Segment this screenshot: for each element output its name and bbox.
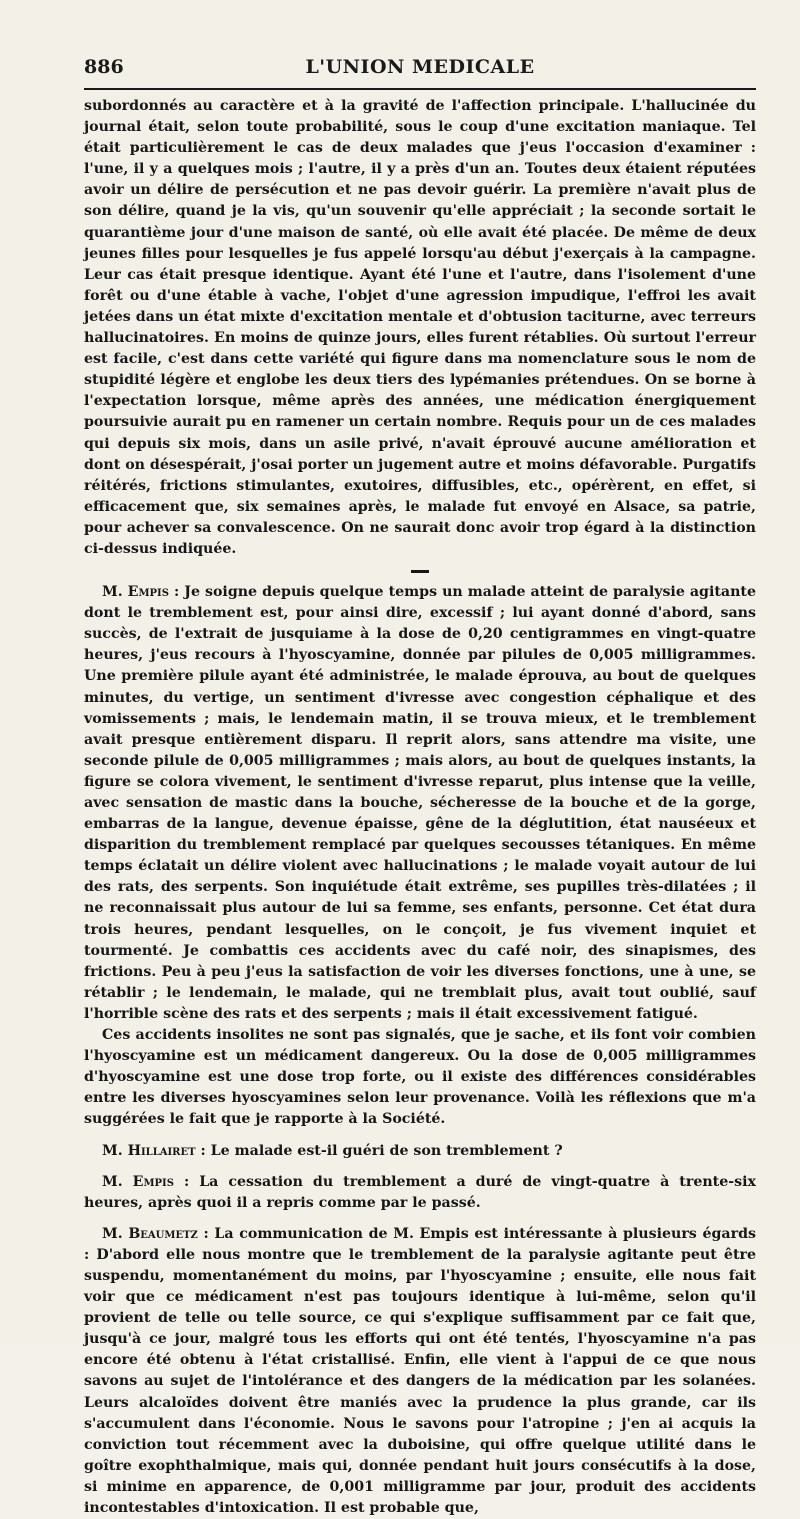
- section-separator: [84, 560, 756, 582]
- paragraph-text: Je soigne depuis quelque temps un malade atteint de paralysie agitante dont le tremblement est, pour ainsi dire, excessif ; lui ayant donné d'abord, sans succès, de l'extrait de jusquiame à la dose de 0,20 centigrammes en vingt-quatre heures, j'eus recours à l'hyoscyamine, donnée par pilules de 0,005 milligrammes. Une première pilule ayant été administrée, le malade éprouva, au bout de quelques minutes, du vertige, un sentiment d'ivresse avec congestion céphalique et des vomissements ; mais, le lendemain matin, il se trouva mieux, et le tremblement avait presque entièrement disparu. Il reprit alors, sans attendre ma visite, une seconde pilule de 0,005 milligrammes ; mais alors, au bout de quelques instants, la figure se colora vivement, le sentiment d'ivresse reparut, plus intense que la veille, avec sensation de mastic dans la bouche, sécheresse de la bouche et de la gorge, embarras de la langue, devenue épaisse, gêne de la déglutition, état nauséeux et disparition du tremblement remplacé par quelques secousses tétaniques. En même temps éclatait un délire violent avec hallucinations ; le malade voyait autour de lui des rats, des serpents. Son inquiétude était extrême, ses pupilles très-dilatées ; il ne reconnaissait plus autour de lui sa femme, ses enfants, personne. Cet état dura trois heures, pendant lesquelles, on le conçoit, je fus vivement inquiet et tourmenté. Je combattis ces accidents avec du café noir, des sinapismes, des frictions. Peu à peu j'eus la satisfaction de voir les diverses fonctions, une à une, se rétablir ; le lendemain, le malade, qui ne tremblait plus, avait tout oublié, sauf l'horrible scène des rats et des serpents ; mais il était excessivement fatigué.: [84, 584, 757, 1022]
- running-title: L'UNION MEDICALE: [305, 56, 535, 78]
- paragraph-text: subordonnés au caractère et à la gravité de l'affection principale. L'hallucinée du journal était, selon toute probabilité, sous le coup d'une excitation maniaque. Tel était particulièrement le cas de deux malades que j'eus l'occasion d'examiner : l'une, il y a quelques mois ; l'autre, il y a près d'un an. Toutes deux étaient réputées avoir un délire de persécution et ne pas devoir guérir. La première n'avait plus de son délire, quand je la vis, qu'un souvenir qu'elle appréciait ; la seconde sortait le quarantième jour d'une maison de santé, où elle avait été placée. De même de deux jeunes filles pour lesquelles je fus appelé lorsqu'au début j'exerçais à la campagne. Leur cas était presque identique. Ayant été l'une et l'autre, dans l'isolement d'une forêt ou d'une étable à vache, l'objet d'une agression impudique, l'effroi les avait jetées dans un état mixte d'excitation mentale et d'obtusion taciturne, avec terreurs hallucinatoires. En moins de quinze jours, elles furent rétablies. Où surtout l'erreur est facile, c'est dans cette variété qui figure dans ma nomenclature sous le nom de stupidité légère et englobe les deux tiers des lypémanies prétendues. On se borne à l'expectation lorsque, même après des années, une médication énergiquement poursuivie aurait pu en ramener un certain nombre. Requis pour un de ces malades qui depuis six mois, dans un asile privé, n'avait éprouvé aucune amélioration et dont on désespérait, j'osai porter un jugement autre et moins défavorable. Purgatifs réitérés, frictions stimulantes, exutoires, diffusibles, etc., opérèrent, en effet, si efficacement que, six semaines après, le malade fut envoyé en Alsace, sa patrie, pour achever sa convalescence. On ne saurait donc avoir trop égard à la distinction ci-dessus indiquée.: [84, 98, 756, 557]
- speaker-name: M. Empis :: [102, 1173, 190, 1190]
- page-number: 886: [84, 56, 124, 78]
- speaker-name: M. Beaumetz :: [102, 1225, 209, 1242]
- paragraph-continuation: [84, 96, 756, 560]
- paragraph-beaumetz-comment: [84, 1224, 756, 1519]
- paragraph-empis-report: [84, 582, 756, 1025]
- header-rule: [84, 88, 756, 90]
- paragraph-text: Ces accidents insolites ne sont pas signalés, que je sache, et ils font voir combien l'hyoscyamine est un médicament dangereux. Ou la dose de 0,005 milligrammes d'hyoscyamine est une dose trop forte, ou il existe des différences considérables entre les diverses hyoscyamines selon leur provenance. Voilà les réflexions que m'a suggérées le fait que je rapporte à la Société.: [84, 1027, 756, 1128]
- paragraph-empis-answer: [84, 1172, 756, 1214]
- paragraph-text: Le malade est-il guéri de son tremblement ?: [210, 1142, 563, 1159]
- speaker-name: M. Hillairet :: [102, 1142, 206, 1159]
- page-header: [84, 56, 756, 86]
- paragraph-text: La communication de M. Empis est intéressante à plusieurs égards : D'abord elle nous montre que le tremblement de la paralysie agitante peut être suspendu, momentanément du moins, par l'hyoscyamine ; ensuite, elle nous fait voir que ce médicament n'est pas toujours identique à lui-même, selon qu'il provient de telle ou telle source, ce qui s'explique suffisamment par ce fait que, jusqu'à ce jour, malgré tous les efforts qui ont été tentés, l'hyoscyamine n'a pas encore été obtenu à l'état cristallisé. Enfin, elle vient à l'appui de ce que nous savons au sujet de l'intolérance et des dangers de la médication par les solanées. Leurs alcaloïdes doivent être maniés avec la prudence la plus grande, car ils s'accumulent dans l'économie. Nous le savons pour l'atropine ; j'en ai acquis la conviction tout récemment avec la duboisine, qui offre quelque utilité dans le goître exophthalmique, mais qui, donnée pendant huit jours consécutifs à la dose, si minime en apparence, de 0,001 milligramme par jour, produit des accidents incontestables d'intoxication. Il est probable que,: [84, 1225, 756, 1516]
- paragraph-hillairet-question: [84, 1141, 756, 1162]
- body-text: [84, 96, 756, 1519]
- speaker-name: M. Empis :: [102, 584, 180, 601]
- paragraph-empis-conclusion: [84, 1025, 756, 1130]
- paragraph-text: La cessation du tremblement a duré de vingt-quatre à trente-six heures, après quoi il a repris comme par le passé.: [84, 1173, 756, 1211]
